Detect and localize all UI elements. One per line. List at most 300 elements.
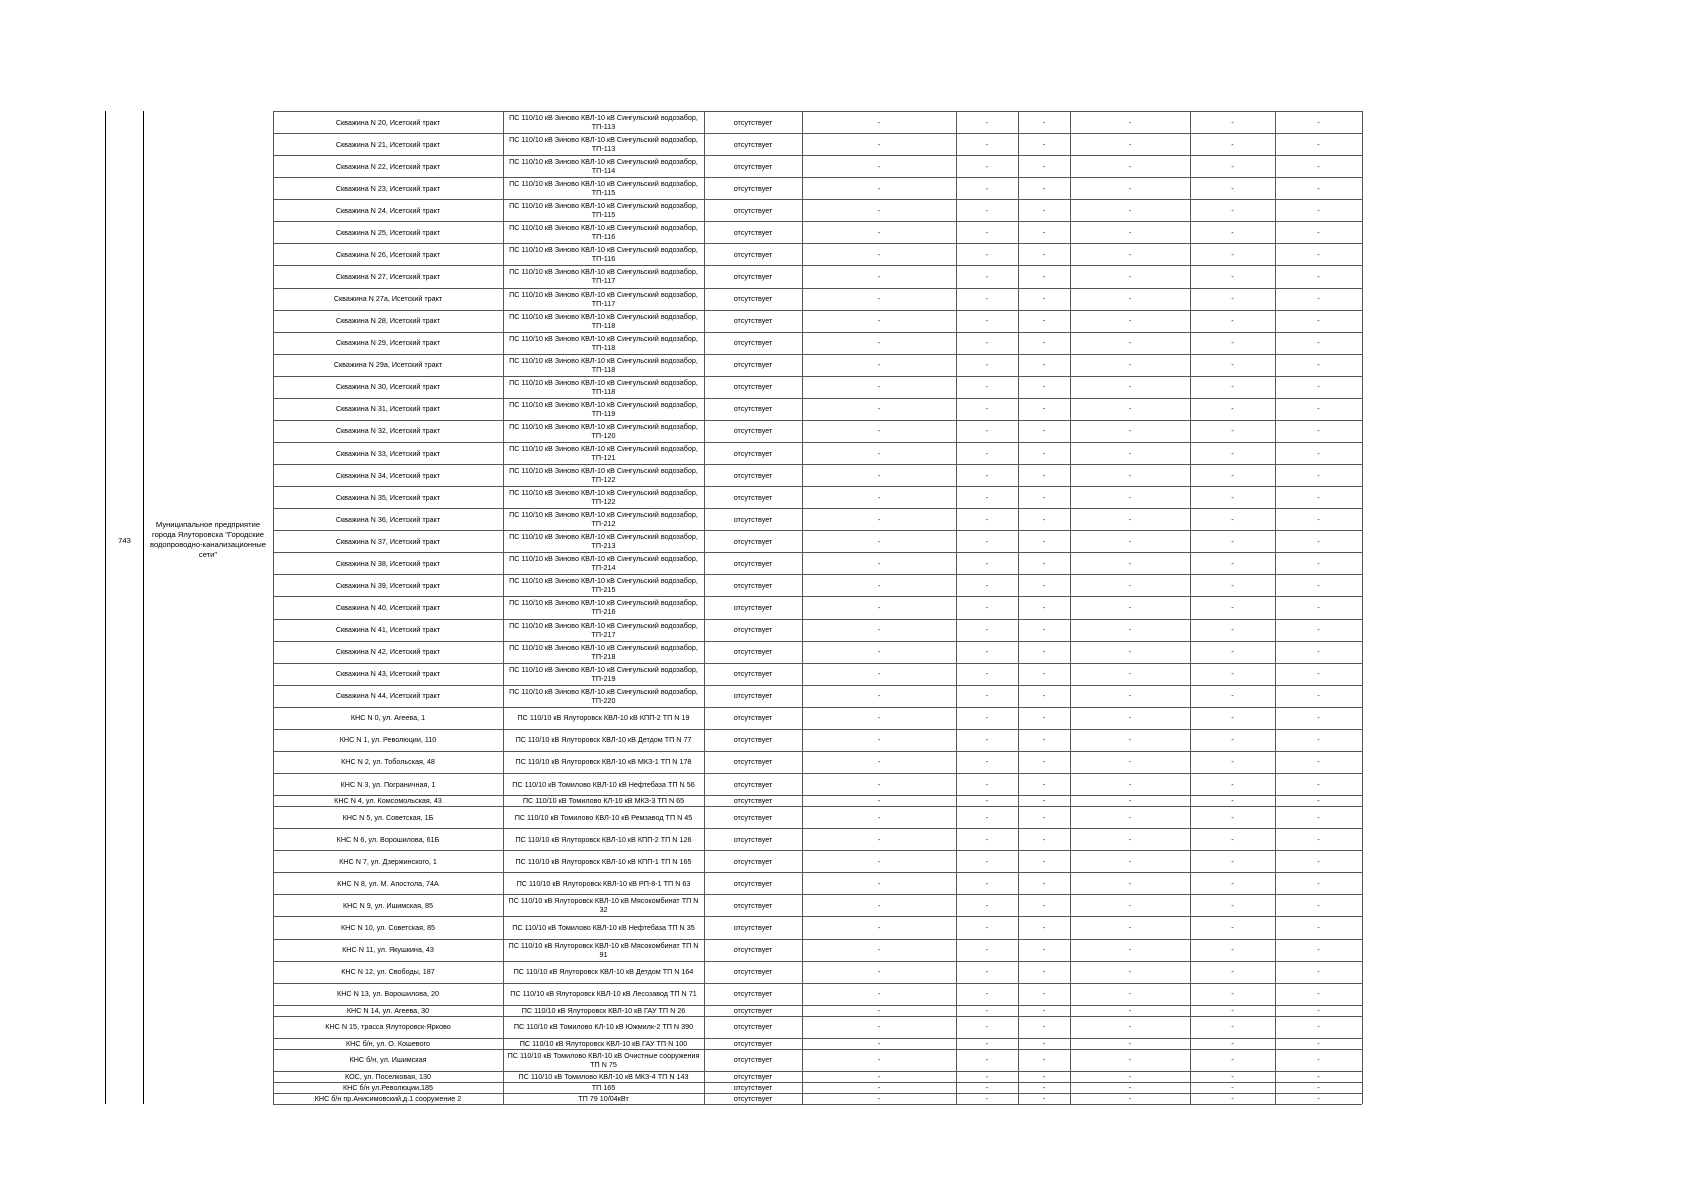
- dash-cell: -: [877, 360, 881, 370]
- dash-cell: -: [1128, 1082, 1132, 1092]
- power-source-cell: ТП 79 10/04кВт: [578, 1093, 629, 1103]
- dash-cell: -: [1128, 602, 1132, 612]
- dash-cell: -: [985, 779, 989, 789]
- object-name-cell: Скважина N 23, Исетский тракт: [335, 183, 441, 193]
- dash-cell: -: [1317, 1093, 1320, 1103]
- dash-cell: -: [1317, 271, 1320, 281]
- dash-cell: -: [1128, 183, 1132, 193]
- dash-cell: -: [1042, 1071, 1046, 1081]
- object-name-cell: Скважина N 29а, Исетский тракт: [333, 360, 443, 370]
- dash-cell: -: [877, 404, 881, 414]
- dash-cell: -: [1128, 139, 1132, 149]
- dash-cell: -: [985, 713, 989, 723]
- dash-cell: -: [1128, 117, 1132, 127]
- status-cell: отсутствует: [733, 271, 773, 281]
- object-name-cell: КНС N 1, ул. Революции, 110: [339, 735, 437, 745]
- power-source-cell: ПС 110/10 кВ Зиновo КВЛ-10 кВ Сингульский водозабор, ТП-114: [509, 157, 698, 176]
- dash-cell: -: [1042, 294, 1046, 304]
- dash-cell: -: [1128, 856, 1132, 866]
- dash-cell: -: [1042, 558, 1046, 568]
- dash-cell: -: [1317, 117, 1320, 127]
- dash-cell: -: [985, 404, 989, 414]
- dash-cell: -: [1231, 812, 1234, 822]
- dash-cell: -: [1042, 967, 1046, 977]
- status-cell: отсутствует: [733, 536, 773, 546]
- status-cell: отсутствует: [733, 691, 773, 701]
- dash-cell: -: [1042, 448, 1046, 458]
- status-cell: отсутствует: [733, 249, 773, 259]
- dash-cell: -: [877, 1071, 881, 1081]
- dash-cell: -: [1042, 382, 1046, 392]
- dash-cell: -: [1042, 1093, 1046, 1103]
- dash-cell: -: [985, 922, 989, 932]
- object-name-cell: КНС N 7, ул. Дзержинского, 1: [339, 856, 437, 866]
- object-name-cell: Скважина N 30, Исетский тракт: [335, 382, 441, 392]
- dash-cell: -: [1042, 360, 1046, 370]
- object-name-cell: Скважина N 38, Исетский тракт: [335, 558, 441, 568]
- dash-cell: -: [1231, 426, 1234, 436]
- object-name-cell: Скважина N 35, Исетский тракт: [335, 492, 441, 502]
- object-name-cell: Скважина N 28, Исетский тракт: [335, 316, 441, 326]
- power-source-cell: ПС 110/10 кВ Зиновo КВЛ-10 кВ Сингульский водозабор, ТП-113: [509, 113, 698, 132]
- dash-cell: -: [877, 922, 881, 932]
- dash-cell: -: [1128, 1071, 1132, 1081]
- dash-cell: -: [877, 625, 881, 635]
- dash-cell: -: [1317, 249, 1320, 259]
- dash-cell: -: [1317, 757, 1320, 767]
- dash-cell: -: [1231, 1082, 1234, 1092]
- dash-cell: -: [985, 796, 989, 806]
- dash-cell: -: [1042, 735, 1046, 745]
- dash-cell: -: [877, 1038, 881, 1048]
- column-divider: [1190, 111, 1191, 1104]
- dash-cell: -: [1042, 878, 1046, 888]
- dash-cell: -: [1128, 470, 1132, 480]
- dash-cell: -: [1128, 922, 1132, 932]
- dash-cell: -: [1042, 691, 1046, 701]
- object-name-cell: КНС б/н ул.Революции,185: [342, 1082, 434, 1092]
- dash-cell: -: [1231, 1071, 1234, 1081]
- dash-cell: -: [1042, 183, 1046, 193]
- dash-cell: -: [1317, 945, 1320, 955]
- power-source-cell: ПС 110/10 кВ Томилово КВЛ-10 кВ Нефтебаза ТП N 56: [512, 779, 695, 789]
- column-divider: [1070, 111, 1071, 1104]
- object-name-cell: Скважина N 33, Исетский тракт: [335, 448, 441, 458]
- power-source-cell: ПС 110/10 кВ Ялуторовск КВЛ-10 кВ КПП-2 ТП N 126: [515, 834, 692, 844]
- object-name-cell: Скважина N 32, Исетский тракт: [335, 426, 441, 436]
- dash-cell: -: [1317, 558, 1320, 568]
- dash-cell: -: [985, 183, 989, 193]
- dash-cell: -: [877, 448, 881, 458]
- status-cell: отсутствует: [733, 602, 773, 612]
- dash-cell: -: [1231, 558, 1234, 568]
- object-name-cell: КНС N 8, ул. М. Апостола, 74А: [337, 878, 439, 888]
- dash-cell: -: [1317, 812, 1320, 822]
- dash-cell: -: [985, 1071, 989, 1081]
- dash-cell: -: [1231, 945, 1234, 955]
- status-cell: отсутствует: [733, 779, 773, 789]
- dash-cell: -: [985, 812, 989, 822]
- dash-cell: -: [985, 878, 989, 888]
- object-name-cell: Скважина N 44, Исетский тракт: [335, 691, 441, 701]
- power-source-cell: ПС 110/10 кВ Зиновo КВЛ-10 кВ Сингульский водозабор, ТП-213: [509, 532, 698, 551]
- dash-cell: -: [1128, 271, 1132, 281]
- dash-cell: -: [877, 294, 881, 304]
- dash-cell: -: [1317, 470, 1320, 480]
- power-source-cell: ПС 110/10 кВ Зиновo КВЛ-10 кВ Сингульский водозабор, ТП-218: [509, 642, 698, 661]
- dash-cell: -: [1317, 294, 1320, 304]
- dash-cell: -: [1317, 625, 1320, 635]
- dash-cell: -: [877, 1022, 881, 1032]
- dash-cell: -: [1231, 404, 1234, 414]
- dash-cell: -: [1317, 669, 1320, 679]
- power-source-cell: ПС 110/10 кВ Зиновo КВЛ-10 кВ Сингульский водозабор, ТП-122: [509, 466, 698, 485]
- power-source-cell: ПС 110/10 кВ Зиновo КВЛ-10 кВ Сингульский водозабор, ТП-117: [509, 289, 698, 308]
- power-source-cell: ПС 110/10 кВ Томилово КВЛ-10 кВ Нефтебаза ТП N 35: [512, 922, 695, 932]
- status-cell: отсутствует: [733, 1082, 773, 1092]
- power-source-cell: ПС 110/10 кВ Зиновo КВЛ-10 кВ Сингульский водозабор, ТП-113: [509, 135, 698, 154]
- power-source-cell: ПС 110/10 кВ Зиновo КВЛ-10 кВ Сингульский водозабор, ТП-122: [509, 488, 698, 507]
- dash-cell: -: [1042, 271, 1046, 281]
- object-name-cell: КНС N 15, трасса Ялуторовск-Ярково: [325, 1022, 451, 1032]
- dash-cell: -: [1042, 1055, 1046, 1065]
- dash-cell: -: [877, 1082, 881, 1092]
- dash-cell: -: [1128, 967, 1132, 977]
- dash-cell: -: [1128, 1093, 1132, 1103]
- power-source-cell: ПС 110/10 кВ Зиновo КВЛ-10 кВ Сингульский водозабор, ТП-212: [509, 510, 698, 529]
- status-cell: отсутствует: [733, 757, 773, 767]
- dash-cell: -: [877, 900, 881, 910]
- dash-cell: -: [1042, 602, 1046, 612]
- dash-cell: -: [877, 426, 881, 436]
- dash-cell: -: [1128, 757, 1132, 767]
- dash-cell: -: [1042, 1022, 1046, 1032]
- status-cell: отсутствует: [733, 989, 773, 999]
- dash-cell: -: [1128, 360, 1132, 370]
- dash-cell: -: [1042, 117, 1046, 127]
- status-cell: отсутствует: [733, 878, 773, 888]
- dash-cell: -: [1128, 448, 1132, 458]
- power-source-cell: ПС 110/10 кВ Зиновo КВЛ-10 кВ Сингульский водозабор, ТП-118: [509, 377, 698, 396]
- dash-cell: -: [877, 878, 881, 888]
- dash-cell: -: [985, 492, 989, 502]
- dash-cell: -: [1231, 856, 1234, 866]
- object-name-cell: Скважина N 22, Исетский тракт: [335, 161, 441, 171]
- dash-cell: -: [877, 691, 881, 701]
- dash-cell: -: [1231, 536, 1234, 546]
- power-source-cell: ПС 110/10 кВ Ялуторовск КВЛ-10 кВ РП-8-1 ТП N 63: [516, 878, 691, 888]
- dash-cell: -: [877, 161, 881, 171]
- object-name-cell: КНС б/н пр.Анисимовский,д.1 сооружение 2: [314, 1093, 462, 1103]
- column-divider: [704, 111, 705, 1104]
- dash-cell: -: [877, 967, 881, 977]
- dash-cell: -: [1128, 536, 1132, 546]
- status-cell: отсутствует: [733, 117, 773, 127]
- outer-left-border: [105, 111, 106, 1104]
- dash-cell: -: [1231, 382, 1234, 392]
- status-cell: отсутствует: [733, 647, 773, 657]
- dash-cell: -: [1231, 294, 1234, 304]
- dash-cell: -: [1317, 602, 1320, 612]
- object-name-cell: Скважина N 40, Исетский тракт: [335, 602, 441, 612]
- object-name-cell: Скважина N 24, Исетский тракт: [335, 205, 441, 215]
- dash-cell: -: [1317, 514, 1320, 524]
- dash-cell: -: [1128, 404, 1132, 414]
- dash-cell: -: [1128, 945, 1132, 955]
- dash-cell: -: [1231, 691, 1234, 701]
- dash-cell: -: [1042, 580, 1046, 590]
- status-cell: отсутствует: [733, 1005, 773, 1015]
- dash-cell: -: [1231, 625, 1234, 635]
- column-divider: [503, 111, 504, 1104]
- dash-cell: -: [1042, 779, 1046, 789]
- power-source-cell: ТП 165: [591, 1082, 616, 1092]
- dash-cell: -: [1317, 691, 1320, 701]
- dash-cell: -: [985, 514, 989, 524]
- dash-cell: -: [1317, 183, 1320, 193]
- object-name-cell: Скважина N 41, Исетский тракт: [335, 625, 441, 635]
- power-source-cell: ПС 110/10 кВ Зиновo КВЛ-10 кВ Сингульский водозабор, ТП-116: [509, 223, 698, 242]
- dash-cell: -: [1042, 338, 1046, 348]
- power-source-cell: ПС 110/10 кВ Зиновo КВЛ-10 кВ Сингульский водозабор, ТП-118: [509, 333, 698, 352]
- dash-cell: -: [1042, 536, 1046, 546]
- power-source-cell: ПС 110/10 кВ Ялуторовск КВЛ-10 кВ КПП-2 ТП N 19: [517, 713, 690, 723]
- object-name-cell: КНС N 0, ул. Агеева, 1: [350, 713, 426, 723]
- dash-cell: -: [985, 205, 989, 215]
- dash-cell: -: [985, 316, 989, 326]
- object-name-cell: КНС N 10, ул. Советская, 85: [340, 922, 436, 932]
- dash-cell: -: [1317, 161, 1320, 171]
- dash-cell: -: [1231, 139, 1234, 149]
- dash-cell: -: [985, 989, 989, 999]
- status-cell: отсутствует: [733, 1038, 773, 1048]
- dash-cell: -: [1042, 1038, 1046, 1048]
- dash-cell: -: [1317, 492, 1320, 502]
- dash-cell: -: [985, 161, 989, 171]
- dash-cell: -: [1128, 1022, 1132, 1032]
- dash-cell: -: [877, 1055, 881, 1065]
- power-source-cell: ПС 110/10 кВ Ялуторовск КВЛ-10 кВ Детдом ТП N 164: [513, 967, 694, 977]
- power-source-cell: ПС 110/10 кВ Ялуторовск КВЛ-10 кВ ГАУ ТП N 26: [521, 1005, 686, 1015]
- dash-cell: -: [1128, 647, 1132, 657]
- dash-cell: -: [877, 989, 881, 999]
- dash-cell: -: [1128, 834, 1132, 844]
- dash-cell: -: [1231, 647, 1234, 657]
- dash-cell: -: [985, 1005, 989, 1015]
- power-source-cell: ПС 110/10 кВ Зиновo КВЛ-10 кВ Сингульский водозабор, ТП-215: [509, 576, 698, 595]
- status-cell: отсутствует: [733, 945, 773, 955]
- dash-cell: -: [985, 536, 989, 546]
- dash-cell: -: [1317, 448, 1320, 458]
- power-source-cell: ПС 110/10 кВ Ялуторовск КВЛ-10 кВ МКЗ-1 ТП N 178: [515, 757, 692, 767]
- dash-cell: -: [985, 647, 989, 657]
- dash-cell: -: [1317, 139, 1320, 149]
- power-source-cell: ПС 110/10 кВ Ялуторовск КВЛ-10 кВ Мясокомбинат ТП N 91: [508, 940, 699, 959]
- object-name-cell: Скважина N 27а, Исетский тракт: [333, 294, 443, 304]
- dash-cell: -: [1231, 492, 1234, 502]
- dash-cell: -: [1231, 249, 1234, 259]
- dash-cell: -: [1128, 514, 1132, 524]
- dash-cell: -: [1128, 294, 1132, 304]
- dash-cell: -: [1317, 1082, 1320, 1092]
- object-name-cell: Скважина N 29, Исетский тракт: [335, 338, 441, 348]
- status-cell: отсутствует: [733, 470, 773, 480]
- object-name-cell: Скважина N 34, Исетский тракт: [335, 470, 441, 480]
- dash-cell: -: [1317, 580, 1320, 590]
- dash-cell: -: [1042, 426, 1046, 436]
- dash-cell: -: [1128, 900, 1132, 910]
- dash-cell: -: [985, 945, 989, 955]
- status-cell: отсутствует: [733, 967, 773, 977]
- dash-cell: -: [1231, 183, 1234, 193]
- power-source-cell: ПС 110/10 кВ Зиновo КВЛ-10 кВ Сингульский водозабор, ТП-216: [509, 598, 698, 617]
- dash-cell: -: [1231, 448, 1234, 458]
- dash-cell: -: [1128, 1038, 1132, 1048]
- dash-cell: -: [1042, 1082, 1046, 1092]
- power-source-cell: ПС 110/10 кВ Зиновo КВЛ-10 кВ Сингульский водозабор, ТП-117: [509, 267, 698, 286]
- dash-cell: -: [877, 779, 881, 789]
- status-cell: отсутствует: [733, 382, 773, 392]
- status-cell: отсутствует: [733, 796, 773, 806]
- dash-cell: -: [985, 900, 989, 910]
- dash-cell: -: [1042, 989, 1046, 999]
- column-divider: [1362, 111, 1363, 1104]
- dash-cell: -: [1317, 989, 1320, 999]
- object-name-cell: КНС N 12, ул. Свободы, 187: [341, 967, 435, 977]
- dash-cell: -: [1042, 161, 1046, 171]
- dash-cell: -: [1317, 647, 1320, 657]
- dash-cell: -: [1317, 779, 1320, 789]
- table-bottom-border: [273, 1104, 1362, 1105]
- object-name-cell: Скважина N 20, Исетский тракт: [335, 117, 441, 127]
- dash-cell: -: [877, 856, 881, 866]
- dash-cell: -: [1042, 900, 1046, 910]
- dash-cell: -: [1231, 779, 1234, 789]
- object-name-cell: Скважина N 42, Исетский тракт: [335, 647, 441, 657]
- dash-cell: -: [985, 294, 989, 304]
- status-cell: отсутствует: [733, 580, 773, 590]
- row-number: 743: [118, 536, 131, 545]
- status-cell: отсутствует: [733, 404, 773, 414]
- object-name-cell: КНС N 14, ул. Агеева, 30: [346, 1005, 430, 1015]
- dash-cell: -: [877, 796, 881, 806]
- object-name-cell: Скважина N 31, Исетский тракт: [335, 404, 441, 414]
- dash-cell: -: [1231, 878, 1234, 888]
- status-cell: отсутствует: [733, 161, 773, 171]
- object-name-cell: КНС N 11, ул. Якушкина, 43: [342, 945, 434, 955]
- dash-cell: -: [1042, 492, 1046, 502]
- object-name-cell: КНС N 9, ул. Ишимская, 85: [342, 900, 434, 910]
- dash-cell: -: [1128, 625, 1132, 635]
- dash-cell: -: [1128, 382, 1132, 392]
- power-source-cell: ПС 110/10 кВ Зиновo КВЛ-10 кВ Сингульский водозабор, ТП-219: [509, 664, 698, 683]
- object-name-cell: КНС N 2, ул. Тобольская, 48: [341, 757, 435, 767]
- status-cell: отсутствует: [733, 294, 773, 304]
- dash-cell: -: [877, 316, 881, 326]
- dash-cell: -: [985, 360, 989, 370]
- dash-cell: -: [1128, 558, 1132, 568]
- dash-cell: -: [1317, 922, 1320, 932]
- dash-cell: -: [1317, 713, 1320, 723]
- dash-cell: -: [1128, 669, 1132, 679]
- power-source-cell: ПС 110/10 кВ Зиновo КВЛ-10 кВ Сингульский водозабор, ТП-118: [509, 311, 698, 330]
- power-source-cell: ПС 110/10 кВ Томилово КВЛ-10 кВ МКЗ-4 ТП N 143: [518, 1071, 689, 1081]
- object-name-cell: КНС N 4, ул. Комсомольская, 43: [334, 796, 442, 806]
- dash-cell: -: [1042, 205, 1046, 215]
- dash-cell: -: [985, 1055, 989, 1065]
- dash-cell: -: [1042, 757, 1046, 767]
- dash-cell: -: [1231, 580, 1234, 590]
- dash-cell: -: [1042, 922, 1046, 932]
- dash-cell: -: [1231, 967, 1234, 977]
- dash-cell: -: [1128, 249, 1132, 259]
- dash-cell: -: [1231, 117, 1234, 127]
- dash-cell: -: [877, 139, 881, 149]
- power-source-cell: ПС 110/10 кВ Ялуторовск КВЛ-10 кВ КПП-1 ТП N 165: [515, 856, 692, 866]
- object-name-cell: КНС N 5, ул. Советская, 1Б: [342, 812, 434, 822]
- object-name-cell: Скважина N 39, Исетский тракт: [335, 580, 441, 590]
- dash-cell: -: [1128, 580, 1132, 590]
- dash-cell: -: [877, 205, 881, 215]
- dash-cell: -: [877, 117, 881, 127]
- dash-cell: -: [877, 558, 881, 568]
- object-name-cell: Скважина N 21, Исетский тракт: [335, 139, 441, 149]
- dash-cell: -: [985, 735, 989, 745]
- dash-cell: -: [877, 602, 881, 612]
- dash-cell: -: [1042, 713, 1046, 723]
- object-name-cell: Скважина N 27, Исетский тракт: [335, 271, 441, 281]
- dash-cell: -: [877, 227, 881, 237]
- dash-cell: -: [1042, 316, 1046, 326]
- power-source-cell: ПС 110/10 кВ Зиновo КВЛ-10 кВ Сингульский водозабор, ТП-119: [509, 399, 698, 418]
- dash-cell: -: [1042, 796, 1046, 806]
- dash-cell: -: [1128, 779, 1132, 789]
- object-name-cell: Скважина N 26, Исетский тракт: [335, 249, 441, 259]
- dash-cell: -: [1042, 856, 1046, 866]
- column-divider: [802, 111, 803, 1104]
- power-source-cell: ПС 110/10 кВ Зиновo КВЛ-10 кВ Сингульский водозабор, ТП-121: [509, 444, 698, 463]
- dash-cell: -: [877, 470, 881, 480]
- status-cell: отсутствует: [733, 316, 773, 326]
- object-name-cell: Скважина N 37, Исетский тракт: [335, 536, 441, 546]
- dash-cell: -: [1231, 316, 1234, 326]
- dash-cell: -: [1317, 360, 1320, 370]
- dash-cell: -: [985, 227, 989, 237]
- dash-cell: -: [985, 602, 989, 612]
- dash-cell: -: [877, 945, 881, 955]
- dash-cell: -: [1231, 360, 1234, 370]
- dash-cell: -: [985, 558, 989, 568]
- dash-cell: -: [985, 382, 989, 392]
- power-source-cell: ПС 110/10 кВ Зиновo КВЛ-10 кВ Сингульский водозабор, ТП-120: [509, 421, 698, 440]
- dash-cell: -: [1231, 227, 1234, 237]
- power-source-cell: ПС 110/10 кВ Томилово КЛ-10 кВ Южмилк-2 ТП N 390: [513, 1022, 694, 1032]
- object-name-cell: КОС, ул. Поселковая, 130: [344, 1071, 432, 1081]
- status-cell: отсутствует: [733, 1093, 773, 1103]
- dash-cell: -: [985, 1093, 989, 1103]
- dash-cell: -: [1317, 878, 1320, 888]
- dash-cell: -: [877, 757, 881, 767]
- power-source-cell: ПС 110/10 кВ Зиновo КВЛ-10 кВ Сингульский водозабор, ТП-116: [509, 245, 698, 264]
- dash-cell: -: [1317, 338, 1320, 348]
- dash-cell: -: [1042, 647, 1046, 657]
- power-source-cell: ПС 110/10 кВ Ялуторовск КВЛ-10 кВ ГАУ ТП N 100: [519, 1038, 688, 1048]
- dash-cell: -: [877, 713, 881, 723]
- dash-cell: -: [1128, 713, 1132, 723]
- power-source-cell: ПС 110/10 кВ Зиновo КВЛ-10 кВ Сингульский водозабор, ТП-118: [509, 355, 698, 374]
- dash-cell: -: [1042, 470, 1046, 480]
- object-name-cell: КНС N 3, ул. Пограничная, 1: [340, 779, 436, 789]
